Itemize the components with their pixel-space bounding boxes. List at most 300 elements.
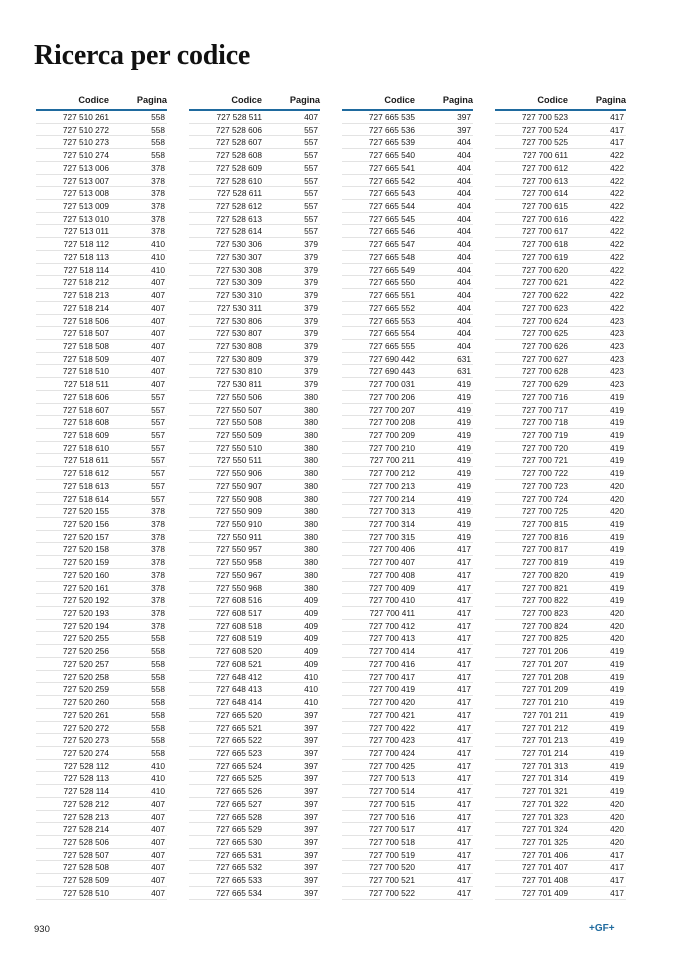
table-row: [36, 683, 167, 696]
table-row: [495, 645, 626, 658]
table-row: [342, 442, 473, 455]
table-row: [189, 264, 320, 277]
product-code: 727 510 272: [62, 124, 109, 135]
product-code: 727 700 612: [521, 162, 568, 173]
page-reference: 558: [151, 735, 165, 746]
product-code: 727 665 525: [215, 773, 262, 784]
product-code: 727 665 543: [368, 188, 415, 199]
page-reference: 557: [151, 455, 165, 466]
table-row: [495, 200, 626, 213]
product-code: 727 518 608: [62, 417, 109, 428]
product-code: 727 520 193: [62, 608, 109, 619]
page-reference: 407: [151, 811, 165, 822]
page-reference: 422: [610, 175, 624, 186]
page-reference: 409: [304, 620, 318, 631]
table-row: [342, 480, 473, 493]
page-reference: 423: [610, 353, 624, 364]
table-row: [342, 378, 473, 391]
table-row: [342, 111, 473, 124]
product-code: 727 700 721: [521, 455, 568, 466]
page-reference: 420: [610, 608, 624, 619]
page-reference: 404: [457, 226, 471, 237]
page-reference: 404: [457, 277, 471, 288]
product-code: 727 550 909: [215, 506, 262, 517]
table-row: [36, 111, 167, 124]
table-row: [36, 340, 167, 353]
page-reference: 417: [610, 862, 624, 873]
page-reference: 419: [457, 455, 471, 466]
product-code: 727 700 821: [521, 582, 568, 593]
table-row: [189, 480, 320, 493]
page-reference: 378: [151, 595, 165, 606]
page-reference: 419: [457, 391, 471, 402]
product-code: 727 700 210: [368, 442, 415, 453]
page-reference: 420: [610, 633, 624, 644]
product-code: 727 528 611: [216, 188, 262, 199]
product-code: 727 665 547: [368, 239, 415, 250]
product-code: 727 700 824: [521, 620, 568, 631]
table-row: [189, 582, 320, 595]
table-row: [495, 811, 626, 824]
table-row: [189, 683, 320, 696]
table-row: [342, 162, 473, 175]
table-row: [495, 289, 626, 302]
product-code: 727 513 007: [62, 175, 109, 186]
page-reference: 558: [151, 137, 165, 148]
product-code: 727 701 409: [521, 887, 568, 898]
table-row: [189, 543, 320, 556]
page-reference: 378: [151, 201, 165, 212]
product-code: 727 700 621: [521, 277, 568, 288]
page-reference: 423: [610, 315, 624, 326]
product-code: 727 520 194: [62, 620, 109, 631]
table-row: [495, 264, 626, 277]
table-row: [189, 136, 320, 149]
product-code: 727 648 412: [215, 671, 262, 682]
product-code: 727 528 511: [216, 112, 262, 122]
page-reference: 419: [457, 379, 471, 390]
product-code: 727 520 258: [62, 671, 109, 682]
table-row: [342, 404, 473, 417]
page-reference: 417: [457, 658, 471, 669]
product-code: 727 550 906: [215, 468, 262, 479]
page-reference: 380: [304, 557, 318, 568]
page-reference: 397: [304, 773, 318, 784]
product-code: 727 700 517: [368, 824, 415, 835]
product-code: 727 690 442: [368, 353, 415, 364]
product-code: 727 518 610: [62, 442, 109, 453]
page-reference: 417: [457, 798, 471, 809]
product-code: 727 700 614: [521, 188, 568, 199]
product-code: 727 700 413: [368, 633, 415, 644]
product-code: 727 700 518: [368, 836, 415, 847]
page-reference: 407: [151, 836, 165, 847]
page-reference: 404: [457, 315, 471, 326]
product-code: 727 665 550: [368, 277, 415, 288]
table-row: [36, 518, 167, 531]
table-row: [189, 696, 320, 709]
page-reference: 407: [151, 862, 165, 873]
product-code: 727 518 212: [62, 277, 109, 288]
page-reference: 420: [610, 493, 624, 504]
table-row: [342, 213, 473, 226]
product-code: 727 518 114: [63, 264, 109, 275]
product-code: 727 700 525: [521, 137, 568, 148]
page-reference: 557: [304, 124, 318, 135]
table-row: [342, 518, 473, 531]
product-code: 727 520 257: [62, 658, 109, 669]
table-row: [495, 327, 626, 340]
table-row: [36, 645, 167, 658]
product-code: 727 700 724: [521, 493, 568, 504]
table-row: [36, 365, 167, 378]
table-row: [189, 709, 320, 722]
page-reference: 417: [457, 811, 471, 822]
product-code: 727 700 619: [521, 251, 568, 262]
product-code: 727 520 155: [62, 506, 109, 517]
page-reference: 557: [304, 162, 318, 173]
page-reference: 380: [304, 455, 318, 466]
page-reference: 557: [304, 175, 318, 186]
page-reference: 558: [151, 633, 165, 644]
product-code: 727 665 553: [368, 315, 415, 326]
table-row: [36, 302, 167, 315]
page-reference: 380: [304, 519, 318, 529]
product-code: 727 700 615: [521, 201, 568, 212]
product-code: 727 528 608: [215, 150, 262, 161]
product-code: 727 700 407: [368, 557, 415, 568]
table-row: [342, 302, 473, 315]
table-row: [342, 429, 473, 442]
table-row: [342, 416, 473, 429]
product-code: 727 520 159: [62, 557, 109, 568]
product-code: 727 701 214: [521, 747, 568, 758]
table-row: [495, 658, 626, 671]
product-code: 727 530 809: [215, 353, 262, 364]
page-reference: 409: [304, 646, 318, 657]
product-code: 727 513 011: [63, 226, 109, 237]
page-reference: 419: [610, 786, 624, 797]
product-code: 727 520 274: [62, 747, 109, 758]
page-reference: 407: [151, 340, 165, 351]
table-row: [342, 225, 473, 238]
table-row: [189, 238, 320, 251]
product-code: 727 608 520: [215, 646, 262, 657]
product-code: 727 520 259: [62, 684, 109, 695]
product-code: 727 700 524: [521, 124, 568, 135]
page-reference: 404: [457, 302, 471, 313]
product-code: 727 665 555: [368, 340, 415, 351]
product-code: 727 700 618: [521, 239, 568, 250]
table-row: [342, 747, 473, 760]
table-row: [342, 136, 473, 149]
page-reference: 419: [457, 442, 471, 453]
page-reference: 410: [151, 239, 165, 250]
product-code: 727 700 421: [368, 709, 415, 720]
table-row: [342, 467, 473, 480]
page-reference: 417: [457, 582, 471, 593]
product-code: 727 700 411: [369, 608, 415, 619]
product-code: 727 528 613: [215, 213, 262, 224]
page-reference: 378: [151, 162, 165, 173]
product-code: 727 665 532: [215, 862, 262, 873]
product-code: 727 528 114: [63, 786, 109, 797]
table-row: [495, 709, 626, 722]
table-row: [36, 238, 167, 251]
product-code: 727 518 113: [63, 251, 109, 262]
product-code: 727 701 313: [521, 760, 568, 771]
product-code: 727 700 718: [521, 417, 568, 428]
index-column: [36, 93, 167, 900]
product-code: 727 700 424: [368, 747, 415, 758]
product-code: 727 513 010: [62, 213, 109, 224]
page-reference: 397: [304, 747, 318, 758]
product-code: 727 701 314: [521, 773, 568, 784]
product-code: 727 518 609: [62, 429, 109, 440]
product-code: 727 530 308: [215, 264, 262, 275]
table-row: [36, 149, 167, 162]
page-reference: 407: [151, 290, 165, 301]
product-code: 727 528 113: [63, 773, 109, 784]
page-reference: 557: [304, 201, 318, 212]
page-reference: 407: [151, 366, 165, 377]
table-row: [36, 353, 167, 366]
table-row: [495, 111, 626, 124]
product-code: 727 700 628: [521, 366, 568, 377]
page-reference: 410: [151, 773, 165, 784]
page-reference: 380: [304, 582, 318, 593]
page-reference: 379: [304, 302, 318, 313]
product-code: 727 700 214: [368, 493, 415, 504]
table-row: [36, 251, 167, 264]
table-row: [342, 772, 473, 785]
page-reference: 409: [304, 595, 318, 606]
page-reference: 409: [304, 633, 318, 644]
page-reference: 423: [610, 366, 624, 377]
page-reference: 419: [610, 417, 624, 428]
product-code: 727 550 509: [215, 429, 262, 440]
page-reference: 419: [610, 697, 624, 708]
page-reference: 397: [304, 798, 318, 809]
page-reference: 407: [151, 849, 165, 860]
product-code: 727 665 533: [215, 875, 262, 886]
product-code: 727 528 609: [215, 162, 262, 173]
table-row: [189, 836, 320, 849]
table-row: [342, 849, 473, 862]
page-reference: 404: [457, 150, 471, 161]
product-code: 727 701 213: [521, 735, 568, 746]
product-code: 727 520 260: [62, 697, 109, 708]
page-reference: 422: [610, 213, 624, 224]
table-row: [189, 124, 320, 137]
page-reference: 417: [457, 620, 471, 631]
page-reference: 407: [304, 112, 318, 122]
table-row: [36, 709, 167, 722]
table-row: [189, 149, 320, 162]
table-row: [342, 276, 473, 289]
page-reference: 380: [304, 404, 318, 415]
page-reference: 419: [610, 747, 624, 758]
page-reference: 417: [457, 544, 471, 555]
table-row: [495, 607, 626, 620]
product-code: 727 518 611: [63, 455, 109, 466]
product-code: 727 700 823: [521, 608, 568, 619]
page-reference: 419: [610, 557, 624, 568]
table-row: [342, 187, 473, 200]
table-row: [36, 225, 167, 238]
table-row: [495, 429, 626, 442]
table-row: [189, 251, 320, 264]
page-reference: 558: [151, 646, 165, 657]
product-code: 727 700 419: [368, 684, 415, 695]
table-row: [189, 556, 320, 569]
table-row: [495, 518, 626, 531]
table-row: [342, 861, 473, 874]
product-code: 727 518 613: [62, 480, 109, 491]
product-code: 727 700 313: [368, 506, 415, 517]
product-code: 727 665 554: [368, 328, 415, 339]
page-reference: 380: [304, 468, 318, 479]
product-code: 727 700 617: [521, 226, 568, 237]
table-row: [189, 353, 320, 366]
table-row: [342, 671, 473, 684]
page-reference: 397: [457, 112, 471, 122]
page-reference: 378: [151, 506, 165, 517]
product-code: 727 700 417: [368, 671, 415, 682]
table-row: [36, 811, 167, 824]
product-code: 727 701 210: [521, 697, 568, 708]
page-reference: 557: [304, 213, 318, 224]
page-reference: 378: [151, 188, 165, 199]
table-row: [36, 200, 167, 213]
table-row: [189, 200, 320, 213]
page-reference: 417: [457, 671, 471, 682]
product-code: 727 665 548: [368, 251, 415, 262]
table-row: [342, 607, 473, 620]
page-reference: 417: [457, 887, 471, 898]
product-code: 727 550 910: [215, 519, 262, 529]
product-code: 727 608 518: [215, 620, 262, 631]
table-row: [189, 327, 320, 340]
table-row: [36, 582, 167, 595]
table-row: [189, 887, 320, 900]
table-row: [342, 734, 473, 747]
product-code: 727 700 719: [521, 429, 568, 440]
table-row: [36, 213, 167, 226]
page-reference: 404: [457, 290, 471, 301]
page-reference: 419: [610, 404, 624, 415]
page-reference: 404: [457, 251, 471, 262]
page-reference: 419: [610, 722, 624, 733]
table-row: [342, 556, 473, 569]
product-code: 727 700 817: [521, 544, 568, 555]
product-code: 727 700 031: [368, 379, 415, 390]
table-row: [36, 849, 167, 862]
product-code: 727 530 311: [216, 302, 262, 313]
product-code: 727 518 507: [62, 328, 109, 339]
page-reference: 419: [610, 544, 624, 555]
page-reference: 557: [151, 480, 165, 491]
table-row: [342, 238, 473, 251]
page-reference: 420: [610, 480, 624, 491]
page-reference: 397: [304, 875, 318, 886]
table-row: [495, 543, 626, 556]
index-column: [495, 93, 626, 900]
table-row: [36, 671, 167, 684]
product-code: 727 701 324: [521, 824, 568, 835]
table-row: [495, 454, 626, 467]
page-reference: 407: [151, 277, 165, 288]
table-row: [495, 671, 626, 684]
product-code: 727 665 534: [215, 887, 262, 898]
table-row: [189, 632, 320, 645]
table-row: [36, 887, 167, 900]
table-row: [342, 505, 473, 518]
page-reference: 422: [610, 162, 624, 173]
table-row: [36, 747, 167, 760]
table-row: [495, 683, 626, 696]
table-row: [495, 467, 626, 480]
page-reference: 379: [304, 353, 318, 364]
table-row: [495, 594, 626, 607]
page-reference: 407: [151, 379, 165, 390]
table-row: [189, 811, 320, 824]
table-row: [189, 505, 320, 518]
table-row: [342, 353, 473, 366]
page-reference: 397: [304, 709, 318, 720]
page-reference: 558: [151, 709, 165, 720]
product-code: 727 520 160: [62, 569, 109, 580]
page-reference: 407: [151, 353, 165, 364]
page-reference: 557: [151, 417, 165, 428]
product-code: 727 513 006: [62, 162, 109, 173]
page-reference: 410: [304, 684, 318, 695]
table-row: [342, 289, 473, 302]
table-row: [36, 722, 167, 735]
product-code: 727 550 506: [215, 391, 262, 402]
product-code: 727 665 539: [368, 137, 415, 148]
product-code: 727 608 519: [215, 633, 262, 644]
page-reference: 422: [610, 302, 624, 313]
product-code: 727 665 541: [368, 162, 415, 173]
product-code: 727 520 192: [62, 595, 109, 606]
product-code: 727 665 522: [215, 735, 262, 746]
table-row: [36, 734, 167, 747]
product-code: 727 518 614: [62, 493, 109, 504]
page-reference: 378: [151, 608, 165, 619]
product-code: 727 530 810: [215, 366, 262, 377]
product-code: 727 665 544: [368, 201, 415, 212]
page-reference: 631: [457, 366, 471, 377]
table-row: [342, 785, 473, 798]
page-reference: 419: [610, 646, 624, 657]
page-reference: 417: [610, 875, 624, 886]
page-reference: 417: [610, 137, 624, 148]
product-code: 727 518 606: [62, 391, 109, 402]
table-row: [342, 493, 473, 506]
table-row: [189, 874, 320, 887]
page-reference: 407: [151, 798, 165, 809]
product-code: 727 701 407: [521, 862, 568, 873]
product-code: 727 528 509: [62, 875, 109, 886]
product-code: 727 701 325: [521, 836, 568, 847]
product-code: 727 690 443: [368, 366, 415, 377]
table-row: [36, 874, 167, 887]
table-row: [342, 315, 473, 328]
page-reference: 419: [610, 773, 624, 784]
product-code: 727 700 209: [368, 429, 415, 440]
page-reference: 419: [610, 595, 624, 606]
